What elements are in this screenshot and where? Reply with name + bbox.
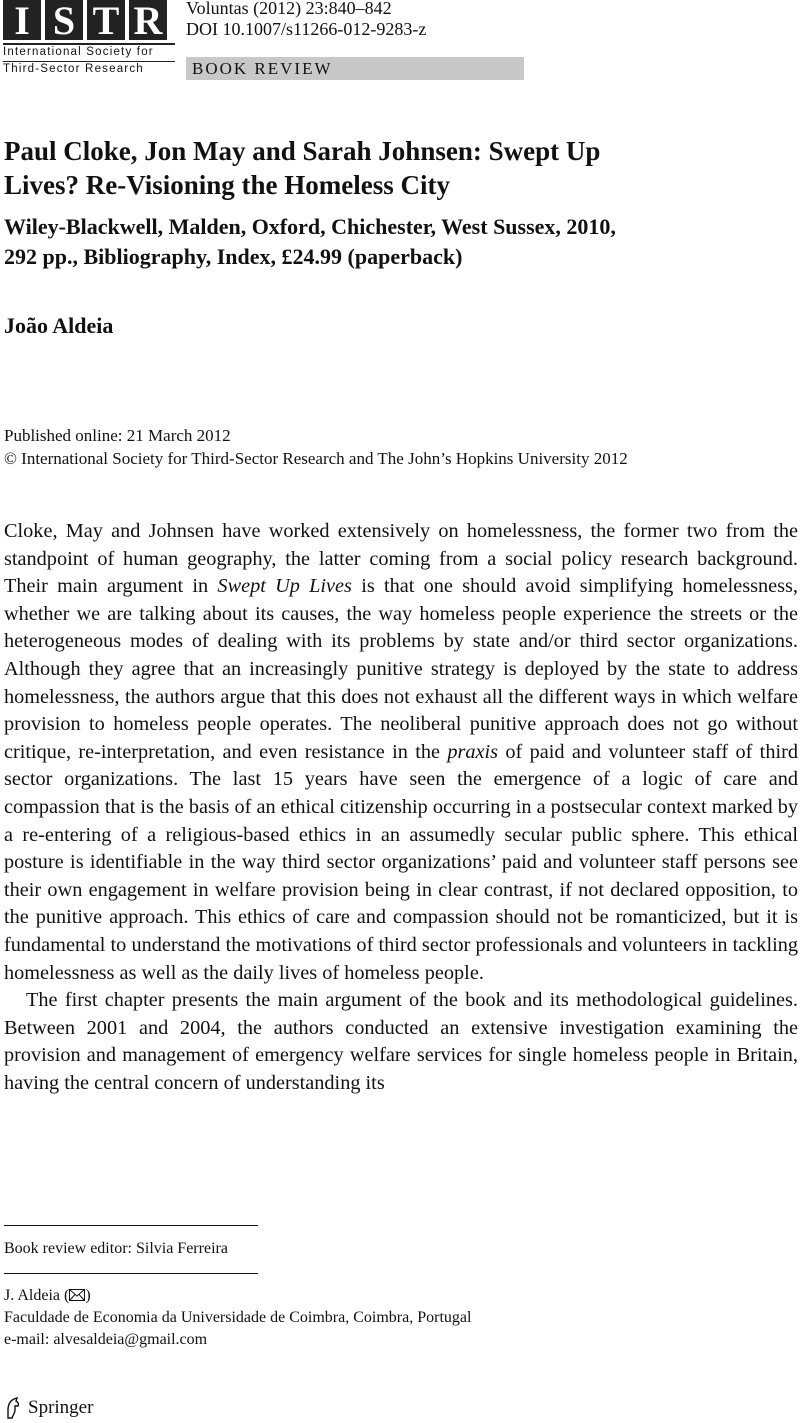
title-line: Paul Cloke, Jon May and Sarah Johnsen: Swept Up	[4, 136, 601, 166]
footnote-rule	[4, 1273, 258, 1274]
publisher-logo	[4, 1395, 93, 1421]
footnote-rule	[4, 1225, 258, 1226]
email-link[interactable]: e-mail: alvesaldeia@gmail.com	[4, 1331, 208, 1348]
journal-citation: Voluntas (2012) 23:840–842	[186, 0, 392, 18]
review-author: João Aldeia	[4, 313, 114, 338]
logo-letter: T	[87, 0, 125, 40]
copyright-notice: © International Society for Third-Sector Research and The John’s Hopkins University 2012	[4, 449, 628, 468]
doi-link[interactable]: DOI 10.1007/s11266-012-9283-z	[186, 19, 427, 39]
author-contact	[4, 1285, 471, 1351]
section-banner: BOOK REVIEW	[186, 57, 524, 80]
affiliation: Faculdade de Economia da Universidade de Coimbra, Coimbra, Portugal	[4, 1309, 472, 1326]
praxis-italic: praxis	[447, 740, 499, 763]
istr-logo	[3, 0, 175, 77]
book-details	[4, 212, 784, 272]
logo-letter: I	[3, 0, 41, 40]
logo-line1: International Society for	[3, 46, 154, 58]
editor-note: Book review editor: Silvia Ferreira	[4, 1240, 228, 1257]
body-paragraph: Cloke, May and Johnsen have worked extensively on homelessness, the former two from the standpoint of human geography, the latter coming from a social policy research background. Their main argument in Swept Up Lives is that one should avoid simplifying homelessness, whether we are talking about its causes, the way homeless people experience the streets or the heterogeneous modes of dealing with its problems by state and/or third sector organizations. Although they agree that an increasingly punitive strategy is deployed by the state to address homelessness, the authors argue that this does not exhaust all the different ways in which welfare provision to homeless people operates. The neoliberal punitive approach does not go without critique, re-interpretation, and even resistance in the praxis of paid and volunteer staff of third sector organizations. The last 15 years have seen the emergence of a logic of care and compassion that is the basis of an ethical citizenship occurring in a postsecular context marked by a re-entering of a religious-based ethics in an assumedly secular public sphere. This ethical posture is identifiable in the way third sector organizations’ paid and volunteer staff persons see their own engagement in welfare provision being in clear contrast, if not declared opposition, to the punitive approach. This ethics of care and compassion should not be romanticized, but it is fundamental to understand the motivations of third sector professionals and volunteers in tackling homelessness as well as the daily lives of homeless people.	[4, 520, 798, 984]
article-title	[4, 134, 784, 202]
logo-letter: S	[45, 0, 83, 40]
book-title-italic: Swept Up Lives	[217, 575, 352, 598]
logo-letter: R	[129, 0, 167, 40]
journal-info	[186, 0, 426, 40]
published-date: Published online: 21 March 2012	[4, 426, 231, 445]
author-line: J. Aldeia ( )	[4, 1287, 91, 1304]
publisher-name: Springer	[28, 1397, 94, 1418]
body-paragraph: The first chapter presents the main argument of the book and its methodological guidelines. Between 2001 and 2004, the authors conducted an extensive investigation examining the provision and management of emergency welfare services for single homeless people in Britain, having the central concern of understanding its	[4, 989, 798, 1094]
logo-line2: Third-Sector Research	[3, 61, 175, 77]
publication-meta	[4, 424, 794, 470]
book-details-line: Wiley-Blackwell, Malden, Oxford, Chichester, West Sussex, 2010,	[4, 214, 616, 239]
title-line: Lives? Re-Visioning the Homeless City	[4, 170, 450, 200]
springer-horse-icon	[4, 1397, 22, 1419]
article-body	[4, 518, 798, 1097]
book-details-line: 292 pp., Bibliography, Index, £24.99 (paperback)	[4, 244, 463, 269]
logo-letters	[3, 0, 175, 43]
envelope-icon[interactable]	[69, 1289, 85, 1301]
